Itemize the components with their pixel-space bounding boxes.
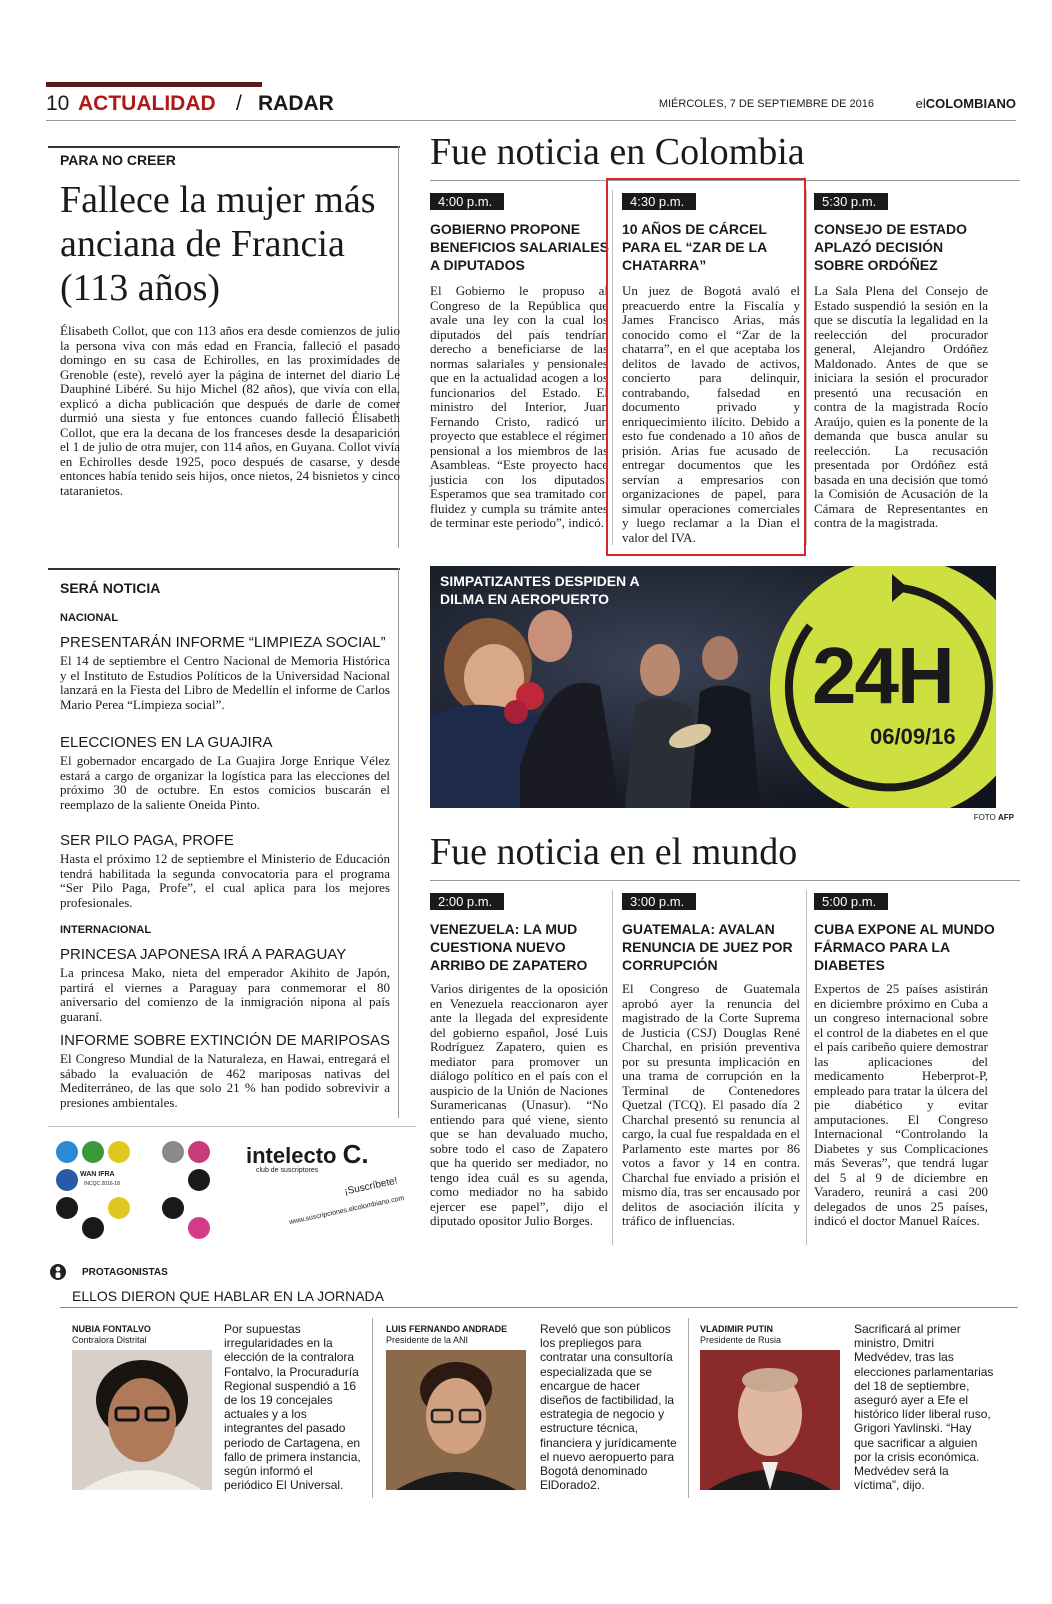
column-separator xyxy=(806,890,807,1245)
sera-noticia-headline[interactable]: PRESENTARÁN INFORME “LIMPIEZA SOCIAL” xyxy=(60,634,386,651)
brand-name: COLOMBIANO xyxy=(925,96,1016,111)
color-dot xyxy=(82,1217,104,1239)
dilma-photo[interactable] xyxy=(430,566,996,808)
person-photo[interactable] xyxy=(386,1350,526,1490)
highlight-box xyxy=(606,178,806,556)
color-dot xyxy=(108,1197,130,1219)
person-name[interactable]: VLADIMIR PUTIN xyxy=(700,1324,773,1334)
person-photo[interactable] xyxy=(700,1350,840,1490)
portrait-andrade xyxy=(386,1350,526,1490)
story-body: El Gobierno le propuso al Congreso de la República que avale una ley con la cual los diputados del país tendrían derecho a beneficiarse de las normas salariales y pensionales que en la actualidad acogen a los funcionarios del Estado. El ministro del Interior, Juan Fernando Cristo, radicó un proyecto que establece el régimen pensional a los miembros de las Asambleas. “Este proyecto hace justicia con los diputados. Esperamos que sea tramitado con fluidez y cumpla su trámite antes de terminar este periodo”, indicó. xyxy=(430,283,608,530)
story-body: El Congreso de Guatemala aprobó ayer la renuncia del magistrado de la Corte Suprema de Justicia (CSJ) Douglas René Charchal, en prisión preventiva por su presunta implicación en una trama de corrupción en la Terminal de Contenedores Quetzal (TCQ). El pasado día 2 Charchal presentó su renuncia al cargo, la cual fue respaldada en el Parlamento este martes por 86 votos a favor y 14 en contra. Charchal fue enviado a prisión el mismo día, tras ser encausado por delitos de asociación ilícita y tráfico de influencias. xyxy=(622,981,800,1228)
protagonistas-divider xyxy=(688,1318,689,1498)
person-role: Contralora Distrital xyxy=(72,1335,147,1345)
photo-credit xyxy=(974,813,1014,822)
sera-noticia-headline[interactable]: ELECCIONES EN LA GUAJIRA xyxy=(60,734,273,751)
internacional-label: INTERNACIONAL xyxy=(60,924,152,936)
intelecto-sub: club de suscriptores xyxy=(256,1167,319,1174)
para-no-creer-title[interactable]: Fallece la mujer más anciana de Francia (113 años) xyxy=(60,179,376,309)
sera-noticia-body: El gobernador encargado de La Guajira Jorge Enrique Vélez estará a cargo de organizar la logística para las elecciones del próximo 30 de octubre. En estos comicios buscarán el reemplazo de la saliente Oneida Pinto. xyxy=(60,753,390,812)
colombia-heading: Fue noticia en Colombia xyxy=(430,131,805,173)
sera-noticia-body: El Congreso Mundial de la Naturaleza, en Hawai, entregará el sábado la evaluación de 462 mariposas nativas del Mediterráneo, de las que solo 21 % han podido sobrevivir a presiones ambientales. xyxy=(60,1051,390,1110)
color-dot xyxy=(188,1169,210,1191)
intelecto-name: intelecto xyxy=(246,1143,337,1168)
photo-credit-agency: AFP xyxy=(998,813,1014,822)
story-title[interactable]: VENEZUELA: LA MUD CUESTIONA NUEVO ARRIBO DE ZAPATERO xyxy=(430,921,588,973)
mundo-heading: Fue noticia en el mundo xyxy=(430,831,798,873)
page-number: 10 xyxy=(46,92,70,115)
person-photo[interactable] xyxy=(72,1350,212,1490)
section-name[interactable]: ACTUALIDAD xyxy=(78,92,216,115)
column-separator xyxy=(806,190,807,545)
color-dot xyxy=(56,1197,78,1219)
person-icon xyxy=(50,1264,66,1280)
page-header xyxy=(46,92,1016,121)
portrait-nubia xyxy=(72,1350,212,1490)
sera-noticia-body: Hasta el próximo 12 de septiembre el Ministerio de Educación tendrá habilitada la segunda convocatoria para el programa “Ser Pilo Paga, Profe”, el cual aplica para los mejores profesionales. xyxy=(60,851,390,910)
story-body: Un juez de Bogotá avaló el preacuerdo entre la Fiscalía y James Francisco Arias, más conocido como el “Zar de la chatarra”, en el que aceptaba los delitos de lavado de activos, concierto para delinquir, contrabando, falsedad en documento privado y enriquecimiento ilícito. Debido a esto fue condenado a 10 años de prisión. Arias fue acusado de entregar documentos que les servían a empresarios con organizaciones de papel, para simular operaciones comerciales y luego reclamar a la Dian el valor del IVA. xyxy=(622,283,800,545)
photo-caption: SIMPATIZANTES DESPIDEN A DILMA EN AEROPUERTO xyxy=(440,573,640,607)
person-role: Presidente de Rusia xyxy=(700,1335,782,1345)
brand-prefix: el xyxy=(915,96,926,111)
color-dot xyxy=(56,1141,78,1163)
para-no-creer-body: Élisabeth Collot, que con 113 años era desde comienzos de julio la persona viva con más edad en Francia, falleció el pasado domingo en su casa de Echirolles, en las proximidades de Grenoble (este), reveló ayer la página de internet del diario Le Dauphiné Libéré. Su hijo Michel (82 años), que vivía con ella, explicó a dicha publicación que después de darle de comer durmió una siesta y fue entonces cuando falleció Élisabeth Collot, que era la decana de los franceses desde la desaparición el 1 de julio de otra mujer, con 114 años, en Guyana. Collot vivía en Echirolles desde 1925, poco después de casarse, y desde entonces había tenido seis hijos, once nietos, 24 bisnietos y cinco tataranietos. xyxy=(60,323,400,498)
sera-noticia-headline[interactable]: SER PILO PAGA, PROFE xyxy=(60,832,234,849)
story-body: La Sala Plena del Consejo de Estado suspendió la sesión en la que se discutía la legalidad en la reelección del procurador general, Alejandro Ordóñez Maldonado. Antes de que se iniciara la sesión el procurador presentó una recusación en contra de la magistrada Rocío Araújo, quien es la ponente de la demanda que busca anular su reelección. La recusación presentada por Ordóñez está basada en una decisión que tomó la Comisión de Acusación de la Cámara de Representantes en contra de la magistrada. xyxy=(814,283,988,530)
story-title[interactable]: GUATEMALA: AVALAN RENUNCIA DE JUEZ POR CORRUPCIÓN xyxy=(622,921,793,973)
subsection-name[interactable]: RADAR xyxy=(258,92,334,115)
color-dot xyxy=(188,1141,210,1163)
protagonistas-label: PROTAGONISTAS xyxy=(82,1267,168,1278)
issue-date: MIÉRCOLES, 7 DE SEPTIEMBRE DE 2016 xyxy=(658,98,874,110)
section-separator: / xyxy=(236,92,242,115)
intelecto-logo xyxy=(246,1139,369,1170)
photo-credit-prefix: FOTO xyxy=(973,813,996,822)
person-name[interactable]: LUIS FERNANDO ANDRADE xyxy=(386,1324,508,1334)
sera-noticia-headline[interactable]: INFORME SOBRE EXTINCIÓN DE MARIPOSAS xyxy=(60,1032,391,1049)
story-time: 2:00 p.m. xyxy=(430,893,504,910)
color-dot xyxy=(108,1141,130,1163)
story-title[interactable]: CUBA EXPONE AL MUNDO FÁRMACO PARA LA DIABETES xyxy=(814,921,995,973)
person-name[interactable]: NUBIA FONTALVO xyxy=(72,1324,151,1334)
color-dot xyxy=(56,1169,78,1191)
sera-noticia-headline[interactable]: PRINCESA JAPONESA IRÁ A PARAGUAY xyxy=(60,946,347,963)
protagonistas-subtitle: ELLOS DIERON QUE HABLAR EN LA JORNADA xyxy=(72,1288,384,1304)
person-role: Presidente de la ANI xyxy=(386,1335,469,1345)
para-no-creer-kicker: PARA NO CREER xyxy=(60,152,176,168)
protagonistas-divider xyxy=(372,1318,373,1498)
story-time: 3:00 p.m. xyxy=(622,893,696,910)
subscribe-cta[interactable]: ¡Suscríbete! xyxy=(343,1175,399,1198)
color-dot xyxy=(162,1141,184,1163)
sera-noticia-body: El 14 de septiembre el Centro Nacional de Memoria Histórica y el Instituto de Estudios Políticos de la Universidad Nacional lanzará en la Fiesta del Libro de Medellín el informe de Carlos Mario Perea “Limpieza social”. xyxy=(60,653,390,712)
sera-noticia-body: La princesa Mako, nieta del emperador Akihito de Japón, partirá el viernes a Paraguay para conmemorar el 80 aniversario del comienzo de la inmigración nipona al país guaraní. xyxy=(60,965,390,1024)
para-no-creer-top-rule xyxy=(48,146,400,148)
header-accent-bar xyxy=(46,82,262,87)
story-title[interactable]: GOBIERNO PROPONE BENEFICIOS SALARIALES A DIPUTADOS xyxy=(430,221,609,273)
story-body: Expertos de 25 países asistirán en diciembre próximo en Cuba a un congreso internacional sobre el control de la diabetes en el que el país caribeño quiere demostrar las aplicaciones del medicamento Heberprot-P, empleado para tratar la úlcera del pie diabético y evitar amputaciones. El Congreso Internacional “Controlando la Diabetes y sus Complicaciones más Severas”, que tendrá lugar del 5 al 9 de diciembre en Varadero, reunirá a casi 200 delegados de unos 25 países, indicó el doctor Manuel Raíces. xyxy=(814,981,988,1228)
subscribe-url[interactable]: www.suscripciones.elcolombiano.com xyxy=(288,1194,405,1227)
person-text: Por supuestas irregularidades en la elección de la contralora Fontalvo, la Procuraduría Regional suspendió a 16 de los 19 concejales actuales y a los integrantes del pasado periodo de Cartagena, en fallo de primera instancia, según informó el periódico El Universal. xyxy=(224,1322,361,1493)
24h-badge: 24H xyxy=(812,631,953,720)
story-time: 4:00 p.m. xyxy=(430,193,504,210)
person-text: Reveló que son públicos los prepliegos para contratar una consultoría especializada que se encargue de hacer diseños de factibilidad, la estrategia de negocio y estructure técnica, financiera y jurídicamente el nuevo aeropuerto para Bogotá denominado ElDorado2. xyxy=(540,1322,677,1493)
brand-logo[interactable] xyxy=(916,96,1016,111)
wan-ifra-label: WAN IFRA xyxy=(80,1171,115,1178)
protagonistas-rule xyxy=(60,1307,1018,1308)
color-dot xyxy=(162,1197,184,1219)
color-dot xyxy=(188,1217,210,1239)
24h-date: 06/09/16 xyxy=(870,724,956,749)
story-title[interactable]: 10 AÑOS DE CÁRCEL PARA EL “ZAR DE LA CHATARRA” xyxy=(622,221,767,273)
sera-noticia-kicker: SERÁ NOTICIA xyxy=(60,580,161,596)
intelecto-mark: C. xyxy=(342,1139,369,1169)
nacional-label: NACIONAL xyxy=(60,612,119,624)
color-dot xyxy=(82,1141,104,1163)
story-body: Varios dirigentes de la oposición en Venezuela reaccionaron ayer ante la llegada del expresidente del gobierno español, José Luis Rodríguez Zapatero, quien es mediator para promover un diálogo político en el país con el auspicio de la Unión de Naciones Suramericanas (Unasur). “No entiendo para qué viene, siento que se han devaluado mucho, sobre todo el caso de Zapatero que ha querido ser mediador, no tengo idea cuál es su agenda, como mediador no ha sabido ejercer ese papel”, dijo el diputado opositor Julio Borges. xyxy=(430,981,608,1228)
mundo-rule xyxy=(430,880,1020,881)
story-time: 5:30 p.m. xyxy=(814,193,888,210)
portrait-putin xyxy=(700,1350,840,1490)
story-time: 4:30 p.m. xyxy=(622,193,696,210)
story-title[interactable]: CONSEJO DE ESTADO APLAZÓ DECISIÓN SOBRE ORDÓÑEZ xyxy=(814,221,967,273)
person-text: Sacrificará al primer ministro, Dmitri Medvédev, tras las elecciones parlamentarias del 18 de septiembre, aseguró ayer a Efe el histórico líder liberal ruso, Grigori Yavlinski. “Hay que sacrificar a alguien por la crisis económica. Medvédev será la víctima”, dijo. xyxy=(854,1322,994,1493)
incqc-label: INCQC 2016-18 xyxy=(84,1181,120,1187)
sera-noticia-top-rule xyxy=(48,568,400,570)
intelecto-ad[interactable] xyxy=(48,1126,416,1243)
story-time: 5:00 p.m. xyxy=(814,893,888,910)
column-separator xyxy=(612,890,613,1245)
